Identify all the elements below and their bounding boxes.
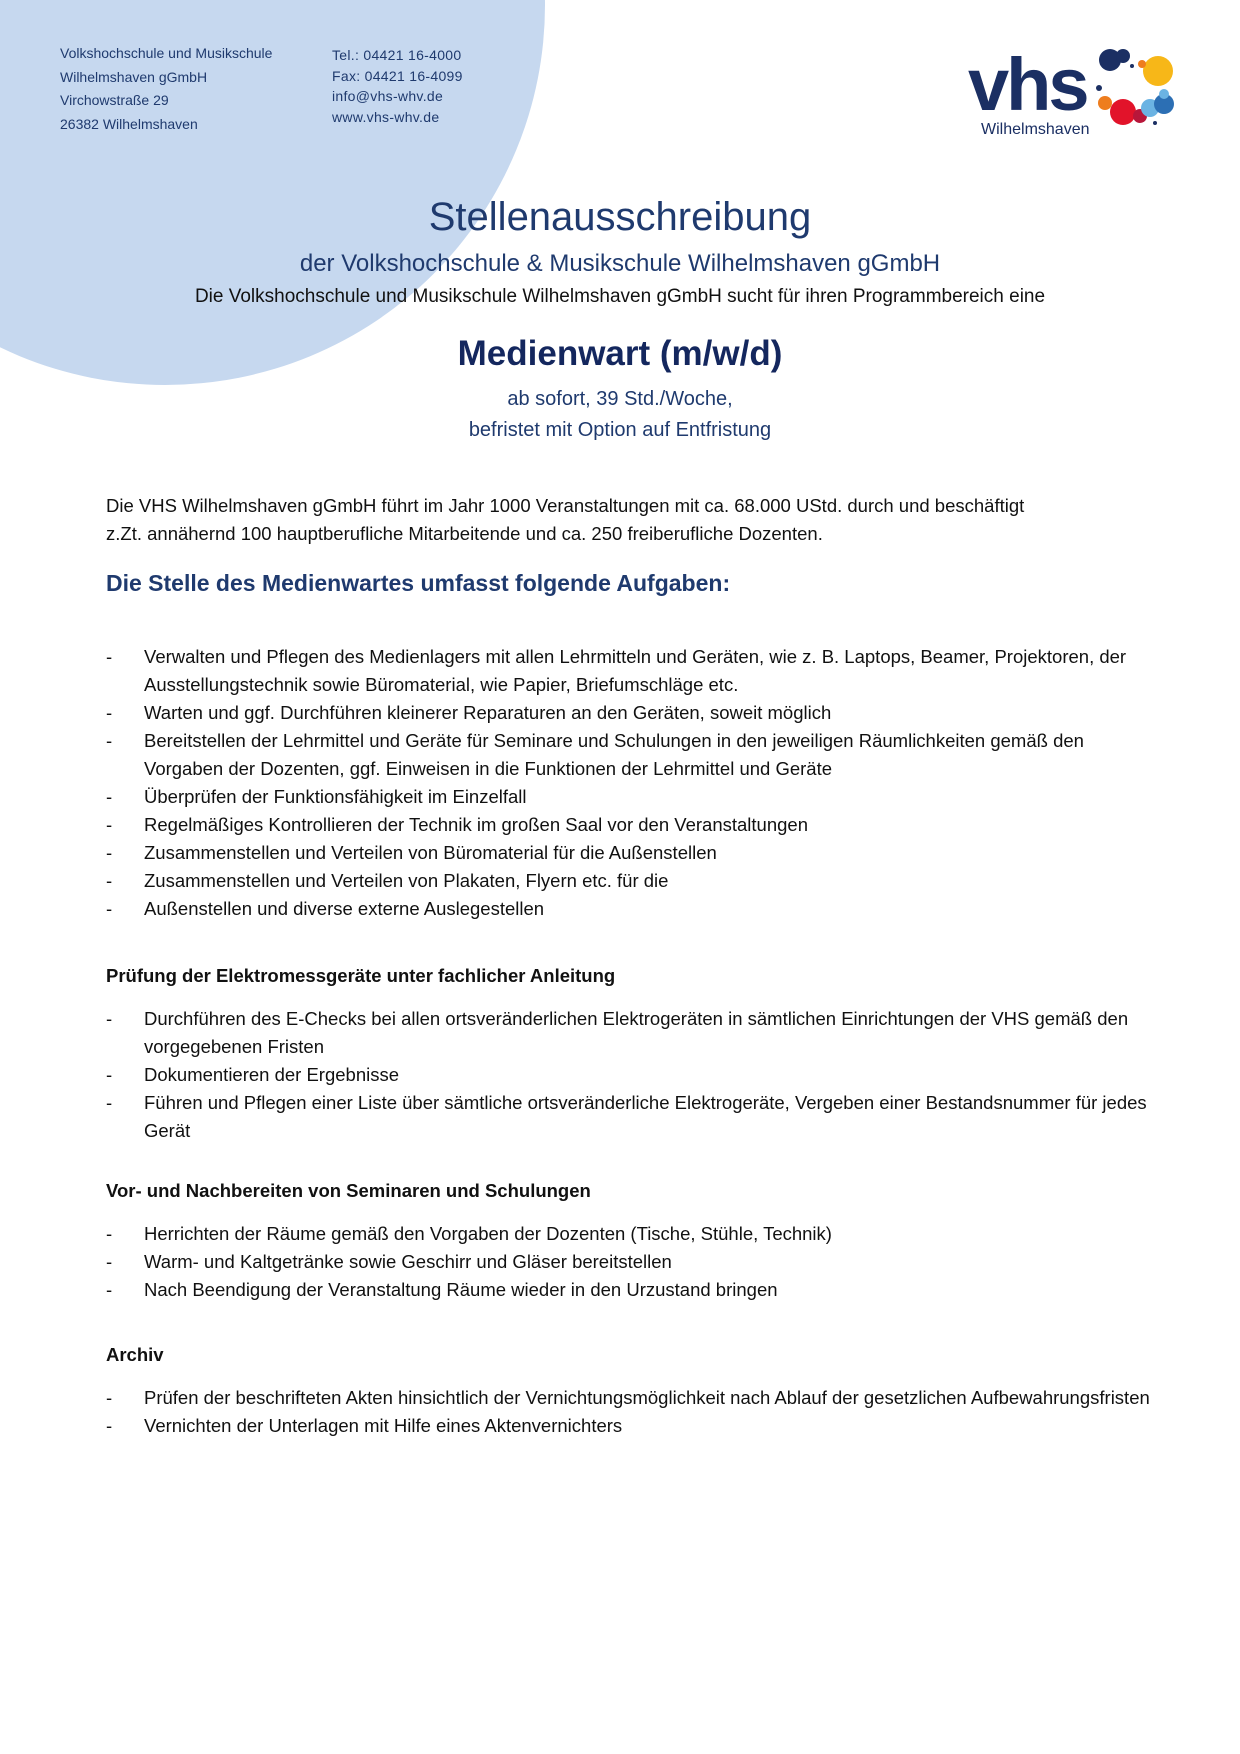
bullet-dash: -: [106, 646, 113, 667]
list-item-text: Zusammenstellen und Verteilen von Büromaterial für die Außenstellen: [144, 842, 717, 863]
job-hours: ab sofort, 39 Std./Woche,: [507, 388, 733, 410]
list-item-text: Dokumentieren der Ergebnisse: [144, 1064, 400, 1085]
list-item-text: Nach Beendigung der Veranstaltung Räume wieder in den Urzustand bringen: [144, 1279, 778, 1300]
list-item: [106, 1061, 1156, 1089]
task-list-seminars: [106, 1220, 1156, 1304]
logo-dot: [1098, 96, 1112, 110]
list-item: [106, 1276, 1156, 1304]
list-item: [106, 1089, 1156, 1145]
list-item-text: Prüfen der beschrifteten Akten hinsichtlich der Vernichtungsmöglichkeit nach Ablauf der gesetzlichen Aufbewahrungsfristen: [144, 1387, 1150, 1408]
list-item-text: Führen und Pflegen einer Liste über sämtliche ortsveränderliche Elektrogeräte, Vergeben einer Bestandsnummer für jedes Gerät: [144, 1092, 1147, 1141]
bullet-dash: -: [106, 870, 113, 891]
list-item: [106, 1005, 1156, 1061]
job-contract: befristet mit Option auf Entfristung: [468, 419, 772, 441]
bullet-dash: -: [106, 842, 113, 863]
page-title: Stellenausschreibung: [428, 195, 812, 239]
bullet-dash: -: [106, 1387, 113, 1408]
section-heading-seminars: Vor- und Nachbereiten von Seminaren und Schulungen: [106, 1180, 591, 1201]
list-item: [106, 727, 1156, 783]
list-item-text: Warten und ggf. Durchführen kleinerer Reparaturen an den Geräten, soweit möglich: [144, 702, 832, 723]
task-list-main: [106, 643, 1156, 923]
sender-line: Wilhelmshaven gGmbH: [60, 68, 208, 85]
contact-info: [332, 45, 463, 127]
logo-dot: [1110, 99, 1136, 125]
about-line: Die VHS Wilhelmshaven gGmbH führt im Jahr 1000 Veranstaltungen mit ca. 68.000 UStd. durch und beschäftigt: [106, 495, 1025, 516]
sender-address: [60, 42, 272, 136]
logo-dot: [1153, 121, 1157, 125]
logo-dot: [1096, 85, 1102, 91]
list-item: [106, 699, 1156, 727]
list-item: [106, 1384, 1156, 1412]
contact-website[interactable]: www.vhs-whv.de: [332, 108, 440, 125]
list-item-text: Herrichten der Räume gemäß den Vorgaben der Dozenten (Tische, Stühle, Technik): [144, 1223, 832, 1244]
sender-line: 26382 Wilhelmshaven: [60, 115, 198, 132]
contact-phone: Tel.: 04421 16-4000: [332, 47, 462, 63]
logo-dot: [1138, 60, 1146, 68]
logo-dot: [1159, 89, 1169, 99]
list-item: [106, 1220, 1156, 1248]
tasks-heading: Die Stelle des Medienwartes umfasst folgende Aufgaben:: [106, 570, 731, 596]
vhs-logo: [968, 44, 1188, 140]
sender-line: Volkshochschule und Musikschule: [60, 45, 273, 61]
bullet-dash: -: [106, 730, 113, 751]
section-heading-archive: Archiv: [106, 1344, 164, 1365]
bullet-dash: -: [106, 1415, 113, 1436]
list-item: [106, 643, 1156, 699]
bullet-dash: -: [106, 1064, 113, 1085]
list-item-text: Vernichten der Unterlagen mit Hilfe eines Aktenvernichters: [144, 1415, 623, 1436]
job-meta: [0, 384, 1240, 446]
bullet-dash: -: [106, 786, 113, 807]
list-item-text: Bereitstellen der Lehrmittel und Geräte für Seminare und Schulungen in den jeweiligen Räumlichkeiten gemäß den Vorgaben der Dozenten, ggf. Einweisen in die Funktionen der Lehrmittel und Geräte: [144, 730, 1084, 779]
page-subtitle: der Volkshochschule & Musikschule Wilhelmshaven gGmbH: [299, 250, 941, 277]
bullet-dash: -: [106, 1279, 113, 1300]
bullet-dash: -: [106, 1008, 113, 1029]
list-item-text: Zusammenstellen und Verteilen von Plakaten, Flyern etc. für die: [144, 870, 669, 891]
list-item: [106, 783, 1156, 811]
about-line: z.Zt. annähernd 100 hauptberufliche Mitarbeitende und ca. 250 freiberufliche Dozenten.: [106, 523, 823, 544]
list-item-text: Verwalten und Pflegen des Medienlagers mit allen Lehrmitteln und Geräten, wie z. B. Laptops, Beamer, Projektoren, der Ausstellungstechnik sowie Büromaterial, wie Papier, Briefumschläge etc.: [144, 646, 1127, 695]
bullet-dash: -: [106, 1223, 113, 1244]
about-paragraph: [106, 492, 1156, 548]
list-item: [106, 1412, 1156, 1440]
list-item-text: Warm- und Kaltgetränke sowie Geschirr und Gläser bereitstellen: [144, 1251, 672, 1272]
list-item: [106, 867, 1156, 895]
task-list-electro: [106, 1005, 1156, 1145]
bullet-dash: -: [106, 898, 113, 919]
list-item-text: Außenstellen und diverse externe Auslegestellen: [144, 898, 545, 919]
list-item-text: Durchführen des E-Checks bei allen ortsveränderlichen Elektrogeräten in sämtlichen Einrichtungen der VHS gemäß den vorgegebenen Fristen: [144, 1008, 1129, 1057]
sender-line: Virchowstraße 29: [60, 92, 169, 108]
list-item-text: Überprüfen der Funktionsfähigkeit im Einzelfall: [144, 786, 527, 807]
logo-dot: [1143, 56, 1173, 86]
list-item: [106, 895, 1156, 923]
bullet-dash: -: [106, 702, 113, 723]
bullet-dash: -: [106, 1251, 113, 1272]
logo-city: Wilhelmshaven: [981, 121, 1090, 138]
list-item-text: Regelmäßiges Kontrollieren der Technik im großen Saal vor den Veranstaltungen: [144, 814, 808, 835]
logo-wordmark: vhs: [968, 44, 1087, 126]
bullet-dash: -: [106, 1092, 113, 1113]
bullet-dash: -: [106, 814, 113, 835]
list-item: [106, 839, 1156, 867]
logo-dot: [1130, 64, 1134, 68]
list-item: [106, 1248, 1156, 1276]
logo-dot: [1116, 49, 1130, 63]
section-heading-electro: Prüfung der Elektromessgeräte unter fachlicher Anleitung: [106, 965, 616, 986]
contact-email[interactable]: info@vhs-whv.de: [332, 88, 444, 104]
job-title: Medienwart (m/w/d): [457, 334, 783, 373]
list-item: [106, 811, 1156, 839]
task-list-archive: [106, 1384, 1156, 1440]
contact-fax: Fax: 04421 16-4099: [332, 67, 463, 84]
intro-line: Die Volkshochschule und Musikschule Wilhelmshaven gGmbH sucht für ihren Programmbereich eine: [194, 286, 1046, 307]
